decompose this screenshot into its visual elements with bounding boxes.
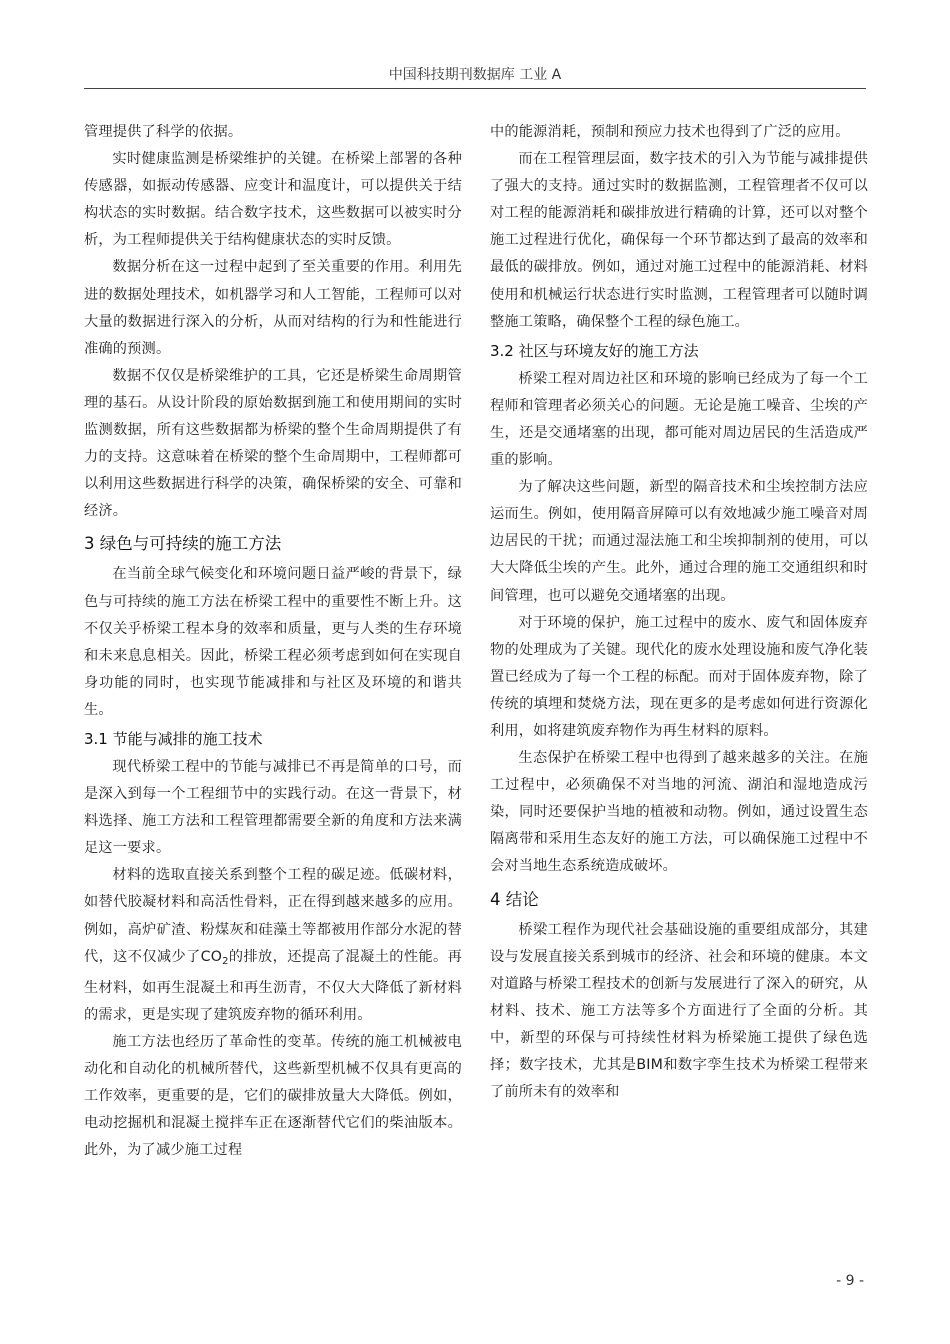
journal-header: 中国科技期刊数据库 工业 A: [84, 64, 866, 89]
paragraph: 桥梁工程作为现代社会基础设施的重要组成部分，其建设与发展直接关系到城市的经济、社会和环境的健康。本文对道路与桥梁工程技术的创新与发展进行了深入的研究，从材料、技术、施工方法等多个方面进行了全面的分析。其中，新型的环保与可持续性材料为桥梁施工提供了绿色选择；数字技术，尤其是BIM和数字孪生技术为桥梁工程带来了前所未有的效率和: [490, 921, 868, 1101]
paragraph: 在当前全球气候变化和环境问题日益严峻的背景下，绿色与可持续的施工方法在桥梁工程中的重要性不断上升。这不仅关乎桥梁工程本身的效率和质量，更与人类的生存环境和未来息息相关。因此，桥梁工程必须考虑到如何在实现自身功能的同时，也实现节能减排和与社区及环境的和谐共生。: [84, 566, 462, 718]
right-column: [490, 119, 868, 1106]
section-heading-3: 3 绿色与可持续的施工方法: [84, 534, 282, 554]
paragraph: 数据分析在这一过程中起到了至关重要的作用。利用先进的数据处理技术，如机器学习和人工智能，工程师可以对大量的数据进行深入的分析，从而对结构的行为和性能进行准确的预测。: [84, 259, 462, 357]
paragraph: 数据不仅仅是桥梁维护的工具，它还是桥梁生命周期管理的基石。从设计阶段的原始数据到施工和使用期间的实时监测数据，所有这些数据都为桥梁的整个生命周期提供了有力的支持。这意味着在桥梁的整个生命周期中，工程师都可以利用这些数据进行科学的决策，确保桥梁的安全、可靠和经济。: [84, 367, 462, 520]
paragraph: 桥梁工程对周边社区和环境的影响已经成为了每一个工程师和管理者必须关心的问题。无论是施工噪音、尘埃的产生，还是交通堵塞的出现，都可能对周边居民的生活造成严重的影响。: [490, 370, 868, 469]
paragraph: 施工方法也经历了革命性的变革。传统的施工机械被电动化和自动化的机械所替代，这些新型机械不仅具有更高的工作效率，更重要的是，它们的碳排放量大大降低。例如，电动挖掘机和混凝土搅拌车正在逐渐替代它们的柴油版本。此外，为了减少施工过程: [84, 1033, 462, 1159]
left-column: [84, 119, 462, 1164]
subsection-heading-3-2: 3.2 社区与环境友好的施工方法: [490, 341, 699, 360]
section-heading-4: 4 结论: [490, 889, 539, 909]
subsection-heading-3-1: 3.1 节能与减排的施工技术: [84, 729, 263, 748]
paragraph: 管理提供了科学的依据。: [84, 124, 243, 140]
paragraph: 为了解决这些问题，新型的隔音技术和尘埃控制方法应运而生。例如，使用隔音屏障可以有效地减少施工噪音对周边居民的干扰；而通过湿法施工和尘埃抑制剂的使用，可以大大降低尘埃的产生。此外，通过合理的施工交通组织和时间管理，也可以避免交通堵塞的出现。: [490, 479, 868, 604]
page-number: - 9 -: [836, 1273, 864, 1289]
co2-subscript: 2: [222, 955, 229, 967]
paragraph: 实时健康监测是桥梁维护的关键。在桥梁上部署的各种传感器，如振动传感器、应变计和温度计，可以提供关于结构状态的实时数据。结合数字技术，这些数据可以被实时分析，为工程师提供关于结构健康状态的实时反馈。: [84, 151, 462, 249]
paragraph: 生态保护在桥梁工程中也得到了越来越多的关注。在施工过程中，必须确保不对当地的河流、湖泊和湿地造成污染，同时还要保护当地的植被和动物。例如，通过设置生态隔离带和采用生态友好的施工方法，可以确保施工过程中不会对当地生态系统造成破坏。: [490, 750, 868, 875]
paragraph: 现代桥梁工程中的节能与减排已不再是简单的口号，而是深入到每一个工程细节中的实践行动。在这一背景下，材料选择、施工方法和工程管理都需要全新的角度和方法来满足这一要求。: [84, 758, 462, 857]
paragraph: 而在工程管理层面，数字技术的引入为节能与减排提供了强大的支持。通过实时的数据监测，工程管理者不仅可以对工程的能源消耗和碳排放进行精确的计算，还可以对整个施工过程进行优化，确保每一个环节都达到了最高的效率和最低的碳排放。例如，通过对施工过程中的能源消耗、材料使用和机械运行状态进行实时监测，工程管理者可以随时调整施工策略，确保整个工程的绿色施工。: [490, 151, 868, 330]
paragraph: 对于环境的保护，施工过程中的废水、废气和固体废弃物的处理成为了关键。现代化的废水处理设施和废气净化装置已经成为了每一个工程的标配。而对于固体废弃物，除了传统的填埋和焚烧方法，现在更多的是考虑如何进行资源化利用，如将建筑废弃物作为再生材料的原料。: [490, 614, 868, 739]
text-segment: 材料的选取直接关系到整个工程的碳足迹。低碳材料，如替代胶凝材料和高活性骨料，正在得到越来越多的应用。例如，高炉矿渣、粉煤灰和硅藻土等都被用作部分水泥的替代，这不仅减少了: [84, 867, 462, 965]
paragraph: 中的能源消耗，预制和预应力技术也得到了广泛的应用。: [490, 124, 850, 140]
co2-formula: CO: [200, 948, 223, 965]
paragraph-co2: [84, 862, 462, 1029]
text-segment: 的排放，还提高了混凝土的性能。再生材料，如再生混凝土和再生沥青，不仅大大降低了新材料的需求，更是实现了建筑废弃物的循环利用。: [84, 948, 462, 1023]
